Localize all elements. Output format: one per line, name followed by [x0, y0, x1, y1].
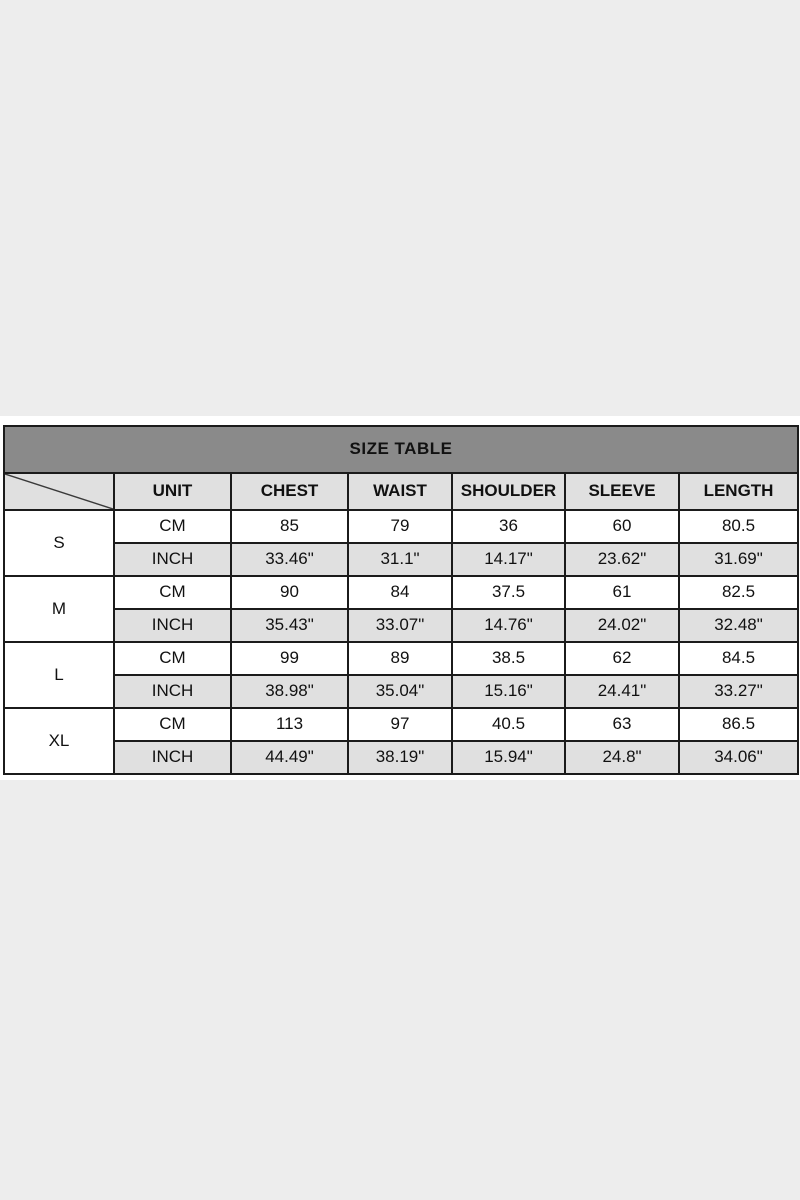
unit-label-cm: CM — [114, 576, 231, 609]
size-label-xl: XL — [4, 708, 114, 774]
header-row — [4, 473, 798, 510]
unit-label-inch: INCH — [114, 675, 231, 708]
measurement-cell: 79 — [348, 510, 452, 543]
size-table-title: SIZE TABLE — [4, 426, 798, 473]
measurement-cell: 99 — [231, 642, 348, 675]
measurement-cell: 32.48" — [679, 609, 798, 642]
measurement-cell: 31.69" — [679, 543, 798, 576]
measurement-cell: 38.5 — [452, 642, 565, 675]
measurement-cell: 80.5 — [679, 510, 798, 543]
measurement-cell: 24.41" — [565, 675, 679, 708]
measurement-cell: 86.5 — [679, 708, 798, 741]
column-header-length: LENGTH — [679, 473, 798, 510]
measurement-cell: 90 — [231, 576, 348, 609]
measurement-cell: 89 — [348, 642, 452, 675]
table-row — [4, 642, 798, 675]
measurement-cell: 63 — [565, 708, 679, 741]
measurement-cell: 38.19" — [348, 741, 452, 774]
table-row — [4, 708, 798, 741]
table-row — [4, 510, 798, 543]
measurement-cell: 44.49" — [231, 741, 348, 774]
measurement-cell: 14.17" — [452, 543, 565, 576]
measurement-cell: 15.94" — [452, 741, 565, 774]
column-header-shoulder: SHOULDER — [452, 473, 565, 510]
size-label-l: L — [4, 642, 114, 708]
measurement-cell: 85 — [231, 510, 348, 543]
measurement-cell: 33.07" — [348, 609, 452, 642]
unit-label-cm: CM — [114, 510, 231, 543]
measurement-cell: 31.1" — [348, 543, 452, 576]
measurement-cell: 24.8" — [565, 741, 679, 774]
measurement-cell: 24.02" — [565, 609, 679, 642]
measurement-cell: 97 — [348, 708, 452, 741]
size-label-s: S — [4, 510, 114, 576]
column-header-unit: UNIT — [114, 473, 231, 510]
table-row — [4, 609, 798, 642]
measurement-cell: 35.43" — [231, 609, 348, 642]
unit-label-cm: CM — [114, 642, 231, 675]
size-label-m: M — [4, 576, 114, 642]
diagonal-line-icon — [5, 474, 113, 509]
size-table — [3, 425, 799, 775]
column-header-waist: WAIST — [348, 473, 452, 510]
measurement-cell: 84 — [348, 576, 452, 609]
measurement-cell: 113 — [231, 708, 348, 741]
measurement-cell: 14.76" — [452, 609, 565, 642]
measurement-cell: 37.5 — [452, 576, 565, 609]
measurement-cell: 33.46" — [231, 543, 348, 576]
measurement-cell: 35.04" — [348, 675, 452, 708]
title-row — [4, 426, 798, 473]
measurement-cell: 40.5 — [452, 708, 565, 741]
measurement-cell: 23.62" — [565, 543, 679, 576]
unit-label-cm: CM — [114, 708, 231, 741]
unit-label-inch: INCH — [114, 543, 231, 576]
table-row — [4, 741, 798, 774]
measurement-cell: 34.06" — [679, 741, 798, 774]
table-row — [4, 543, 798, 576]
measurement-cell: 15.16" — [452, 675, 565, 708]
measurement-cell: 33.27" — [679, 675, 798, 708]
corner-diagonal-cell — [4, 473, 114, 510]
unit-label-inch: INCH — [114, 741, 231, 774]
table-row — [4, 576, 798, 609]
unit-label-inch: INCH — [114, 609, 231, 642]
measurement-cell: 36 — [452, 510, 565, 543]
column-header-sleeve: SLEEVE — [565, 473, 679, 510]
measurement-cell: 60 — [565, 510, 679, 543]
measurement-cell: 62 — [565, 642, 679, 675]
measurement-cell: 84.5 — [679, 642, 798, 675]
measurement-cell: 61 — [565, 576, 679, 609]
column-header-chest: CHEST — [231, 473, 348, 510]
table-row — [4, 675, 798, 708]
measurement-cell: 38.98" — [231, 675, 348, 708]
measurement-cell: 82.5 — [679, 576, 798, 609]
